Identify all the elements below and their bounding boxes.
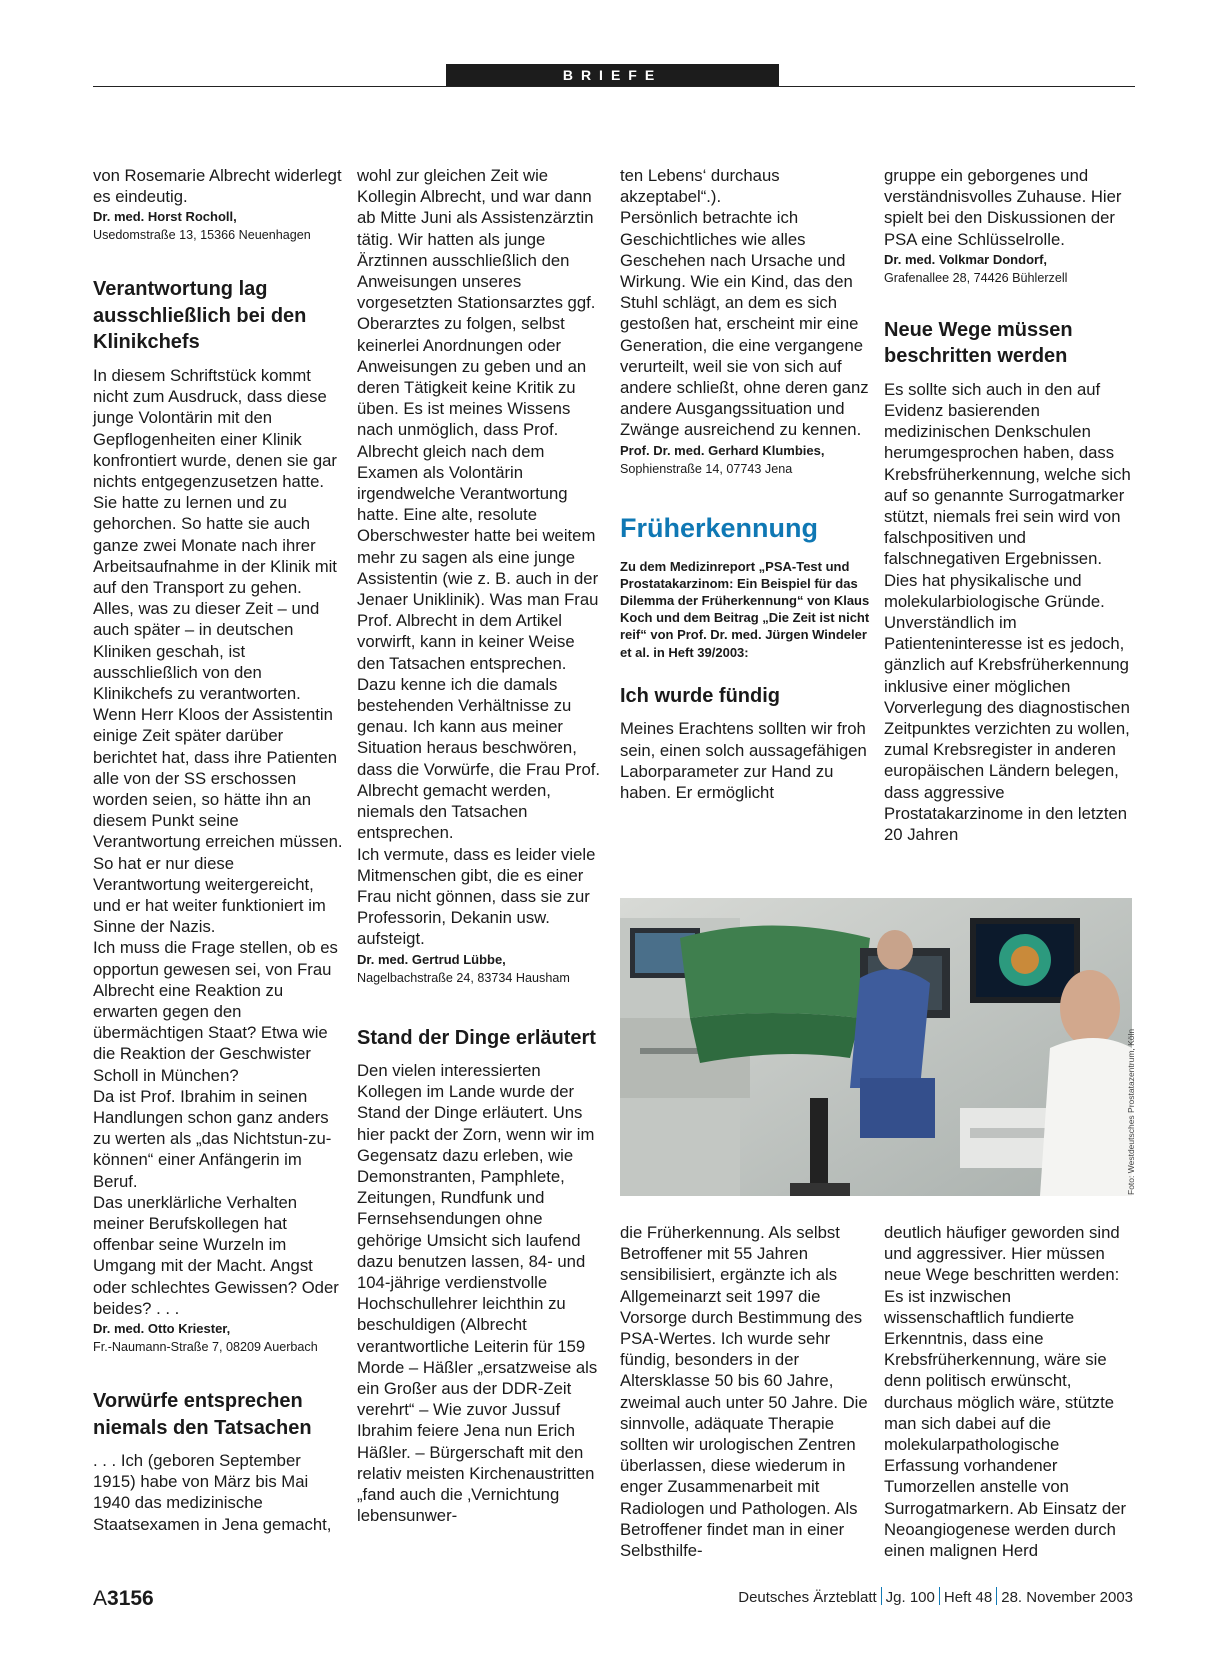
- letter-text: Persönlich betrachte ich Geschichtliches wie alles Geschehen nach Ursache und Wirkung. Wie ein Kind, das den Stuhl schlägt, an dem es sich gestoßen hat, erscheint mir eine Generation, die eine vergangene verurteilt, weil sie von sich auf andere schließt, ohne deren ganz andere Ausgangssituation und Zwänge ausreichend zu kennen.: [620, 208, 869, 440]
- letter-text: die Früherkennung. Als selbst Betroffener mit 55 Jahren sensibilisiert, ergänzte ich als Allgemeinarzt seit 1997 die Vorsorge durch Bestimmung des PSA-Wertes. Ich wurde sehr fündig, besonders in der Altersklasse 50 bis 60 Jahre, zweimal auch unter 50 Jahre. Die sinnvolle, adäquate Therapie sollten wir urologischen Zentren überlassen, diese wiederum in enger Zusammenarbeit mit Radiologen und Pathologen. Als Betroffener findet man in einer Selbsthilfe-: [620, 1223, 868, 1561]
- journal-date: 28. November 2003: [1001, 1589, 1133, 1606]
- author-address: Usedomstraße 13, 15366 Neuenhagen: [93, 228, 311, 243]
- column-4-bottom: [884, 1222, 1134, 1561]
- letter-text: . . . Ich (geboren September 1915) habe von März bis Mai 1940 das medizinische Staatsexamen in Jena gemacht,: [93, 1451, 332, 1534]
- letter-text: Es sollte sich auch in den auf Evidenz basierenden medizinischen Denkschulen herumgesprochen haben, dass Krebsfrüherkennung, welche sich auf so genannte Surrogatmarker stützt, niemals frei sein wird von falschpositiven und falschnegativen Ergebnissen. Dies hat physikalische und molekularbiologische Gründe. Unverständlich im Patienteninteresse ist es jedoch, gänzlich auf Krebsfrüherkennung inklusive einer möglichen Vorverlegung des diagnostischen Zeitpunktes verzichten zu wollen, zumal Krebsregister in anderen europäischen Ländern belegen, dass aggressive Prostatakarzinome in den letzten 20 Jahren: [884, 379, 1131, 845]
- page-prefix: A: [93, 1587, 108, 1610]
- header-rule: [93, 86, 1135, 87]
- letter-heading: Verantwortung lag ausschließlich bei den Klinikchefs: [93, 278, 307, 354]
- author-address: Nagelbachstraße 24, 83734 Hausham: [357, 970, 570, 985]
- footer-separator: [881, 1587, 882, 1605]
- letter-heading: Neue Wege müssen beschritten werden: [884, 318, 1073, 368]
- journal-footer: [738, 1587, 1133, 1606]
- column-3: [620, 165, 870, 803]
- letter-text: Es ist inzwischen wissenschaftlich fundierte Erkenntnis, dass eine Krebsfrüherkennung, wäre sie denn politisch erwünscht, durchaus möglich wäre, stützte man sich dabei auf die molekularpathologische Erfassung vorhandener Tumorzellen anstelle von Surrogatmarkern. Ab Einsatz der Neoangiogenese werden durch einen malignen Herd: [884, 1286, 1127, 1561]
- letter-text: Ich vermute, dass es leider viele Mitmenschen gibt, die es einer Frau nicht gönnen, dass sie zur Professorin, Dekanin usw. aufsteigt.: [357, 844, 596, 949]
- author-address: Fr.-Naumann-Straße 7, 08209 Auerbach: [93, 1340, 318, 1355]
- author-name: Dr. med. Otto Kriester,: [93, 1321, 231, 1337]
- author-address: Grafenallee 28, 74426 Bühlerzell: [884, 270, 1068, 285]
- letter-heading: Ich wurde fündig: [620, 684, 780, 707]
- letter-heading: Stand der Dinge erläutert: [357, 1026, 596, 1049]
- column-2: [357, 165, 607, 1526]
- author-name: Dr. med. Volkmar Dondorf,: [884, 251, 1048, 267]
- footer-separator: [939, 1587, 940, 1605]
- letter-heading: Vorwürfe entsprechen niemals den Tatsachen: [93, 1390, 312, 1439]
- clinic-photo: [620, 898, 1132, 1196]
- column-3-bottom: [620, 1222, 870, 1561]
- letter-text: Meines Erachtens sollten wir froh sein, einen solch aussagefähigen Laborparameter zur Hand zu haben. Er ermöglicht: [620, 719, 867, 802]
- letter-text: deutlich häufiger geworden sind und aggressiver. Hier müssen neue Wege beschritten werden:: [884, 1223, 1120, 1285]
- column-1: [93, 165, 343, 1535]
- section-header: BRIEFE: [446, 64, 779, 86]
- topic-intro: Zu dem Medizinreport „PSA-Test und Prostatakarzinom: Ein Beispiel für das Dilemma der Früherkennung“ von Klaus Koch und dem Beitrag „Die Zeit ist nicht reif“ von Prof. Dr. med. Jürgen Windeler et al. in Heft 39/2003:: [620, 558, 870, 660]
- letter-text: Das unerklärliche Verhalten meiner Berufskollegen hat offenbar seine Wurzeln im Umgang mit der Macht. Angst oder schlechtes Gewissen? Oder beides? . . .: [93, 1192, 339, 1318]
- page-number: [93, 1587, 154, 1611]
- letter-text: gruppe ein geborgenes und verständnisvolles Zuhause. Hier spielt bei den Diskussionen der PSA eine Schlüsselrolle.: [884, 166, 1122, 249]
- letter-text: Ich muss die Frage stellen, ob es opportun gewesen sei, von Frau Albrecht eine Reaktion zu erwarten gegen den übermächtigen Staat? Etwa wie die Reaktion der Geschwister Scholl in München?: [93, 938, 338, 1085]
- journal-issue: Heft 48: [943, 1589, 993, 1606]
- author-address: Sophienstraße 14, 07743 Jena: [620, 461, 793, 476]
- author-name: Dr. med. Gertrud Lübbe,: [357, 951, 506, 967]
- journal-volume: Jg. 100: [885, 1589, 935, 1606]
- section-title: Früherkennung: [620, 512, 819, 543]
- photo-credit: Foto: Westdeutsches Prostatazentrum, Köln: [1126, 1028, 1136, 1195]
- footer-separator: [996, 1587, 997, 1605]
- author-name: Prof. Dr. med. Gerhard Klumbies,: [620, 442, 825, 458]
- column-4: [884, 165, 1134, 845]
- letter-text: In diesem Schriftstück kommt nicht zum Ausdruck, dass diese junge Volontärin mit den Gepflogenheiten einer Klinik konfrontiert wurde, denen sie gar nichts entgegenzusetzen hatte. Sie hatte zu lernen und zu gehorchen. So hatte sie auch ganze zwei Monate nach ihrer Arbeitsaufnahme in der Klinik mit auf den Transport zu gehen. Alles, was zu dieser Zeit – und auch später – in deutschen Kliniken geschah, ist ausschließlich von den Klinikchefs zu verantworten. Wenn Herr Kloos der Assistentin einige Zeit später darüber berichtet hat, dass ihre Patienten alle von der SS erschossen worden seien, so hätte ihn an diesem Punkt seine Verantwortung erreichen müssen. So hat er nur diese Verantwortung weitergereicht, und er hat weiter funktioniert im Sinne der Nazis.: [93, 365, 343, 937]
- letter-text: Den vielen interessierten Kollegen im Lande wurde der Stand der Dinge erläutert. Uns hier packt der Zorn, wenn wir im Gegensatz dazu erleben, wie Demonstranten, Pamphlete, Zeitungen, Rundfunk und Fernsehsendungen ohne gehörige Umsicht sich laufend dazu benutzen lassen, 84- und 104-jährige verdienstvolle Hochschullehrer leichthin zu beschuldigen (Albrecht verantwortliche Leiterin für 159 Morde – Häßler „ersatzweise als ein Großer aus der DDR-Zeit verehrt“ – Wie zuvor Jussuf Ibrahim feiere Jena nun Erich Häßler. – Bürgerschaft mit den relativ meisten Kirchenaustritten „fand auch die ‚Vernichtung lebensunwer-: [357, 1061, 598, 1526]
- letter-text: von Rosemarie Albrecht widerlegt es eindeutig.: [93, 166, 342, 207]
- author-name: Dr. med. Horst Rocholl,: [93, 209, 237, 225]
- letter-text: ten Lebens‘ durchaus akzeptabel“.).: [620, 166, 780, 207]
- journal-name: Deutsches Ärzteblatt: [738, 1589, 877, 1606]
- page-number-value: 3156: [107, 1587, 154, 1610]
- letter-text: wohl zur gleichen Zeit wie Kollegin Albrecht, und war dann ab Mitte Juni als Assistenzärztin tätig. Wir hatten als junge Ärztinnen ausschließlich den Anweisungen unseres vorgesetzten Stationsarztes ggf. Oberarztes zu folgen, selbst keinerlei Anordnungen oder Anweisungen zu geben und an deren Tätigkeit keine Kritik zu üben. Es ist meines Wissens nach unmöglich, dass Prof. Albrecht gleich nach dem Examen als Volontärin irgendwelche Verantwortung hatte. Eine alte, resolute Oberschwester hatte bei weitem mehr zu sagen als eine junge Assistentin (wie z. B. auch in der Jenaer Uniklinik). Was man Frau Prof. Albrecht in dem Artikel vorwirft, kann in keiner Weise den Tatsachen entsprechen. Dazu kenne ich die damals bestehenden Verhältnisse zu genau. Ich kann aus meiner Situation heraus beschwören, dass die Vorwürfe, die Frau Prof. Albrecht gemacht werden, niemals den Tatsachen entsprechen.: [357, 166, 601, 843]
- letter-text: Da ist Prof. Ibrahim in seinen Handlungen schon ganz anders zu werten als „das Nichtstun-zu-können“ einer Anfängerin im Beruf.: [93, 1086, 332, 1191]
